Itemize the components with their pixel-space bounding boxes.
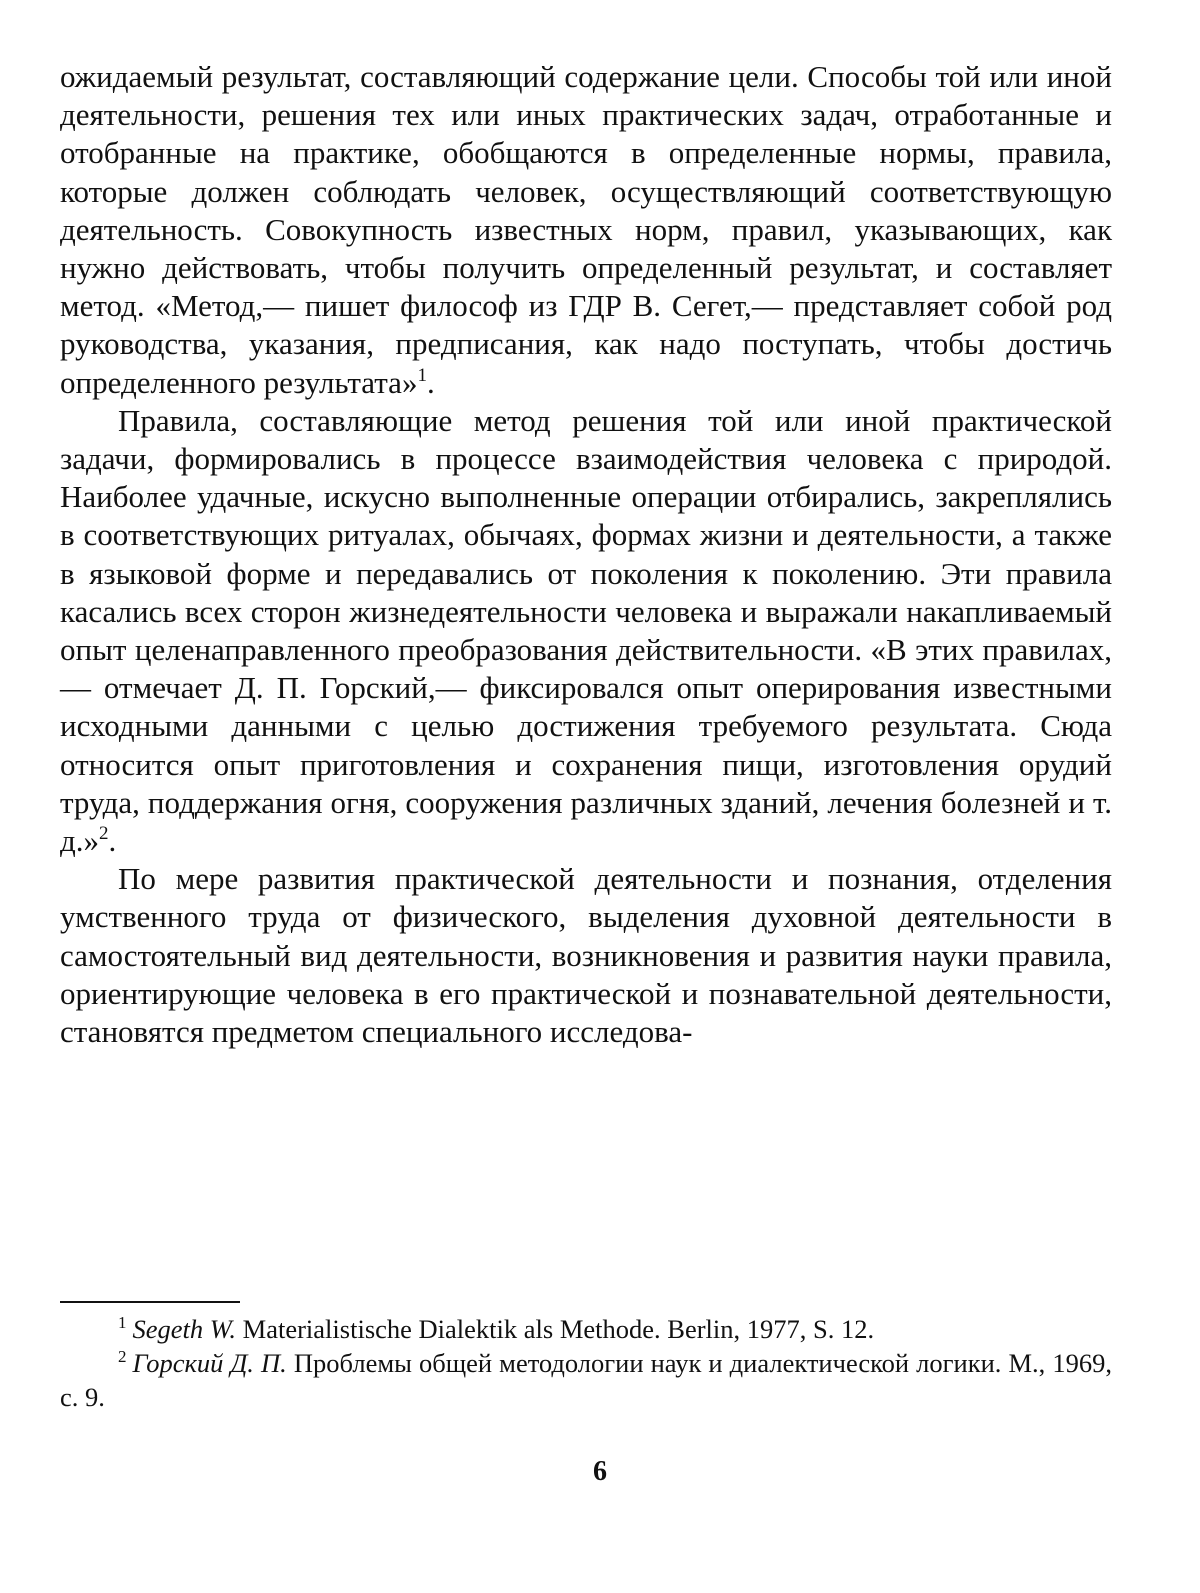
footnotes xyxy=(60,1312,1112,1414)
paragraph-1 xyxy=(60,58,1112,402)
paragraph-3 xyxy=(60,860,1112,1051)
footnote-2-author: Горский Д. П. xyxy=(132,1348,287,1378)
footnote-ref-2[interactable]: 2 xyxy=(99,823,109,845)
paragraph-1-end: . xyxy=(426,364,435,400)
paragraph-2-text: Правила, составляющие метод решения той или иной практической задачи, формировались в процессе взаимодействия человека с природой. Наиболее удачные, искусно выполненные операции отбирались, закреплялись в соответствующих ритуалах, обычаях, формах жизни и деятельности, а также в языковой форме и передавались от поколения к поколению. Эти правила касались всех сторон жизнедеятельности человека и выражали накапливаемый опыт целенаправленного преобразования действительности. «В этих правилах,— отмечает Д. П. Горский,— фиксировался опыт оперирования известными исходными данными с целью достижения требуемого результата. Сюда относится опыт приготовления и сохранения пищи, изготовления орудий труда, поддержания огня, сооружения различных зданий, лечения болезней и т. д.» xyxy=(60,402,1112,859)
footnote-1-number: 1 xyxy=(118,1313,127,1332)
footnote-ref-1[interactable]: 1 xyxy=(417,364,427,386)
footnote-2-text: Проблемы общей методологии наук и диалектической логики. М., 1969, с. 9. xyxy=(60,1348,1113,1412)
paragraph-2-end: . xyxy=(108,823,117,859)
footnote-2 xyxy=(60,1346,1112,1414)
footnote-separator xyxy=(60,1301,240,1303)
paragraph-2 xyxy=(60,402,1112,860)
footnote-2-number: 2 xyxy=(118,1347,127,1366)
footnote-1 xyxy=(60,1312,1112,1346)
page-number: 6 xyxy=(593,1456,607,1487)
paragraph-3-text: По мере развития практической деятельности и познания, отделения умственного труда от физического, выделения духовной деятельности в самостоятельный вид деятельности, возникновения и развития науки правила, ориентирующие человека в его практической и познавательной деятельности, становятся предметом специального исследова- xyxy=(60,861,1112,1050)
paragraph-1-text: ожидаемый результат, составляющий содержание цели. Способы той или иной деятельности, решения тех или иных практических задач, отработанные и отобранные на практике, обобщаются в определенные нормы, правила, которые должен соблюдать человек, осуществляющий соответствующую деятельность. Совокупность известных норм, правил, указывающих, как нужно действовать, чтобы получить определенный результат, и составляет метод. «Метод,— пишет философ из ГДР В. Сегет,— представляет собой род руководства, указания, предписания, как надо поступать, чтобы достичь определенного результата» xyxy=(60,59,1112,400)
footnote-1-author: Segeth W. xyxy=(132,1314,237,1344)
main-text xyxy=(60,58,1112,1051)
footnote-1-text: Materialistische Dialektik als Methode. Berlin, 1977, S. 12. xyxy=(242,1314,875,1344)
